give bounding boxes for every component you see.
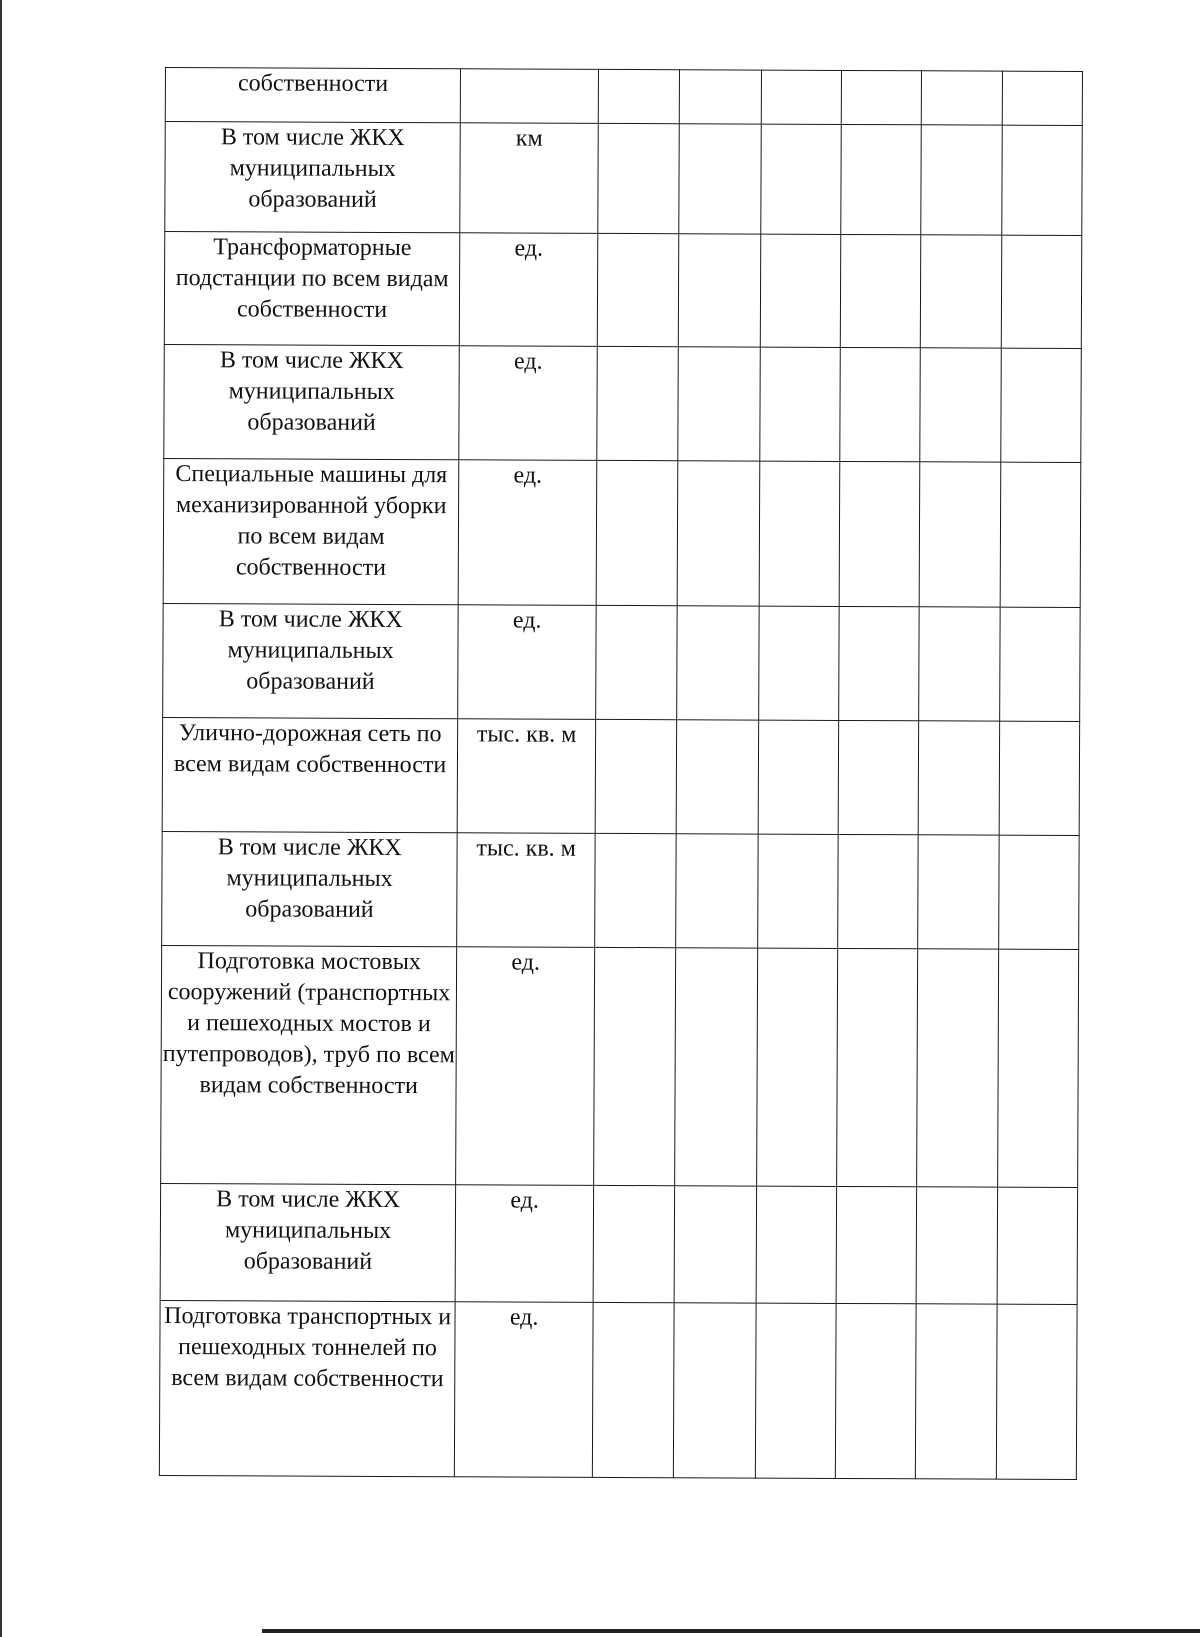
value-cell[interactable] (839, 461, 920, 606)
indicator-name: Трансформаторные подстанции по всем видам собственности (164, 232, 460, 346)
value-cell[interactable] (918, 835, 999, 949)
value-cell[interactable] (593, 1185, 675, 1302)
value-cell[interactable] (838, 720, 919, 834)
value-cell[interactable] (1001, 235, 1082, 348)
table-row (163, 458, 1081, 607)
unit-cell: ед. (460, 233, 598, 347)
value-cell[interactable] (919, 462, 1000, 607)
table-row (165, 68, 1082, 126)
value-cell[interactable] (997, 1187, 1078, 1304)
indicator-name: Улично-дорожная сеть по всем видам собственности (162, 717, 458, 832)
indicator-table (159, 67, 1083, 1480)
value-cell[interactable] (757, 834, 838, 948)
value-cell[interactable] (999, 607, 1080, 721)
table-row (162, 717, 1079, 835)
value-cell[interactable] (919, 607, 1000, 721)
value-cell[interactable] (596, 460, 678, 605)
value-cell[interactable] (918, 721, 999, 835)
value-cell[interactable] (674, 1186, 756, 1303)
value-cell[interactable] (675, 948, 757, 1186)
value-cell[interactable] (997, 949, 1078, 1187)
value-cell[interactable] (676, 834, 758, 948)
indicator-name: Специальные машины для механизированной уборки по всем видам собственности (163, 458, 459, 604)
value-cell[interactable] (593, 947, 675, 1185)
unit-cell: ед. (456, 947, 595, 1186)
value-cell[interactable] (676, 720, 758, 834)
value-cell[interactable] (755, 1303, 836, 1478)
value-cell[interactable] (1000, 462, 1081, 607)
value-cell[interactable] (758, 606, 839, 720)
value-cell[interactable] (998, 835, 1079, 949)
table-row (159, 1300, 1077, 1479)
indicator-name: В том числе ЖКХ муниципальных образований (162, 831, 458, 946)
value-cell[interactable] (679, 234, 761, 347)
value-cell[interactable] (1000, 348, 1081, 462)
value-cell[interactable] (917, 949, 998, 1187)
value-cell[interactable] (841, 70, 922, 124)
unit-cell: ед. (459, 346, 597, 461)
table-row (164, 232, 1081, 349)
value-cell[interactable] (679, 124, 761, 234)
value-cell[interactable] (677, 461, 759, 606)
indicator-name: Подготовка транспортных и пешеходных тоннелей по всем видам собственности (159, 1300, 455, 1476)
value-cell[interactable] (677, 606, 759, 720)
value-cell[interactable] (840, 234, 921, 347)
value-cell[interactable] (920, 348, 1001, 462)
unit-cell: ед. (458, 605, 596, 720)
table-row (162, 831, 1079, 949)
value-cell[interactable] (759, 347, 840, 461)
scan-bottom-edge (262, 1629, 1200, 1633)
value-cell[interactable] (595, 833, 677, 947)
value-cell[interactable] (840, 347, 921, 461)
value-cell[interactable] (756, 1186, 837, 1303)
unit-cell: ед. (455, 1185, 593, 1303)
value-cell[interactable] (592, 1302, 674, 1477)
unit-cell: тыс. кв. м (457, 833, 595, 948)
scan-page-edge (0, 0, 2, 1637)
table-row (163, 603, 1080, 721)
value-cell[interactable] (759, 461, 840, 606)
value-cell[interactable] (837, 948, 918, 1186)
value-cell[interactable] (996, 1304, 1077, 1479)
value-cell[interactable] (679, 70, 761, 124)
value-cell[interactable] (674, 1303, 756, 1478)
table-row (164, 344, 1081, 462)
value-cell[interactable] (760, 124, 841, 234)
unit-cell: км (460, 123, 598, 234)
value-cell[interactable] (598, 123, 680, 233)
value-cell[interactable] (761, 70, 842, 124)
indicator-name: В том числе ЖКХ муниципальных образований (165, 122, 461, 233)
indicator-name: В том числе ЖКХ муниципальных образований (163, 603, 459, 718)
value-cell[interactable] (999, 721, 1080, 835)
value-cell[interactable] (921, 235, 1002, 348)
table-row (165, 122, 1082, 236)
indicator-name: Подготовка мостовых сооружений (транспортных и пешеходных мостов и путепроводов), труб по всем видам собственности (161, 945, 457, 1184)
value-cell[interactable] (838, 834, 919, 948)
value-cell[interactable] (921, 125, 1002, 235)
value-cell[interactable] (756, 948, 837, 1186)
value-cell[interactable] (595, 719, 677, 833)
value-cell[interactable] (839, 606, 920, 720)
value-cell[interactable] (922, 71, 1003, 125)
value-cell[interactable] (596, 605, 678, 719)
unit-cell: тыс. кв. м (457, 719, 595, 834)
value-cell[interactable] (598, 69, 680, 123)
value-cell[interactable] (1001, 125, 1082, 235)
value-cell[interactable] (760, 234, 841, 347)
unit-cell: ед. (458, 460, 596, 606)
value-cell[interactable] (835, 1303, 916, 1478)
value-cell[interactable] (678, 347, 760, 461)
indicator-name: В том числе ЖКХ муниципальных образований (160, 1183, 456, 1301)
value-cell[interactable] (916, 1304, 997, 1479)
unit-cell (461, 69, 599, 124)
table-row (161, 945, 1079, 1187)
value-cell[interactable] (597, 233, 679, 346)
value-cell[interactable] (916, 1187, 997, 1304)
value-cell[interactable] (758, 720, 839, 834)
value-cell[interactable] (836, 1186, 917, 1303)
value-cell[interactable] (597, 346, 679, 460)
indicator-name: В том числе ЖКХ муниципальных образований (164, 344, 460, 459)
value-cell[interactable] (841, 124, 922, 234)
unit-cell: ед. (455, 1302, 593, 1478)
table-row (160, 1183, 1078, 1304)
indicator-name: собственности (165, 68, 461, 123)
value-cell[interactable] (1002, 71, 1083, 125)
